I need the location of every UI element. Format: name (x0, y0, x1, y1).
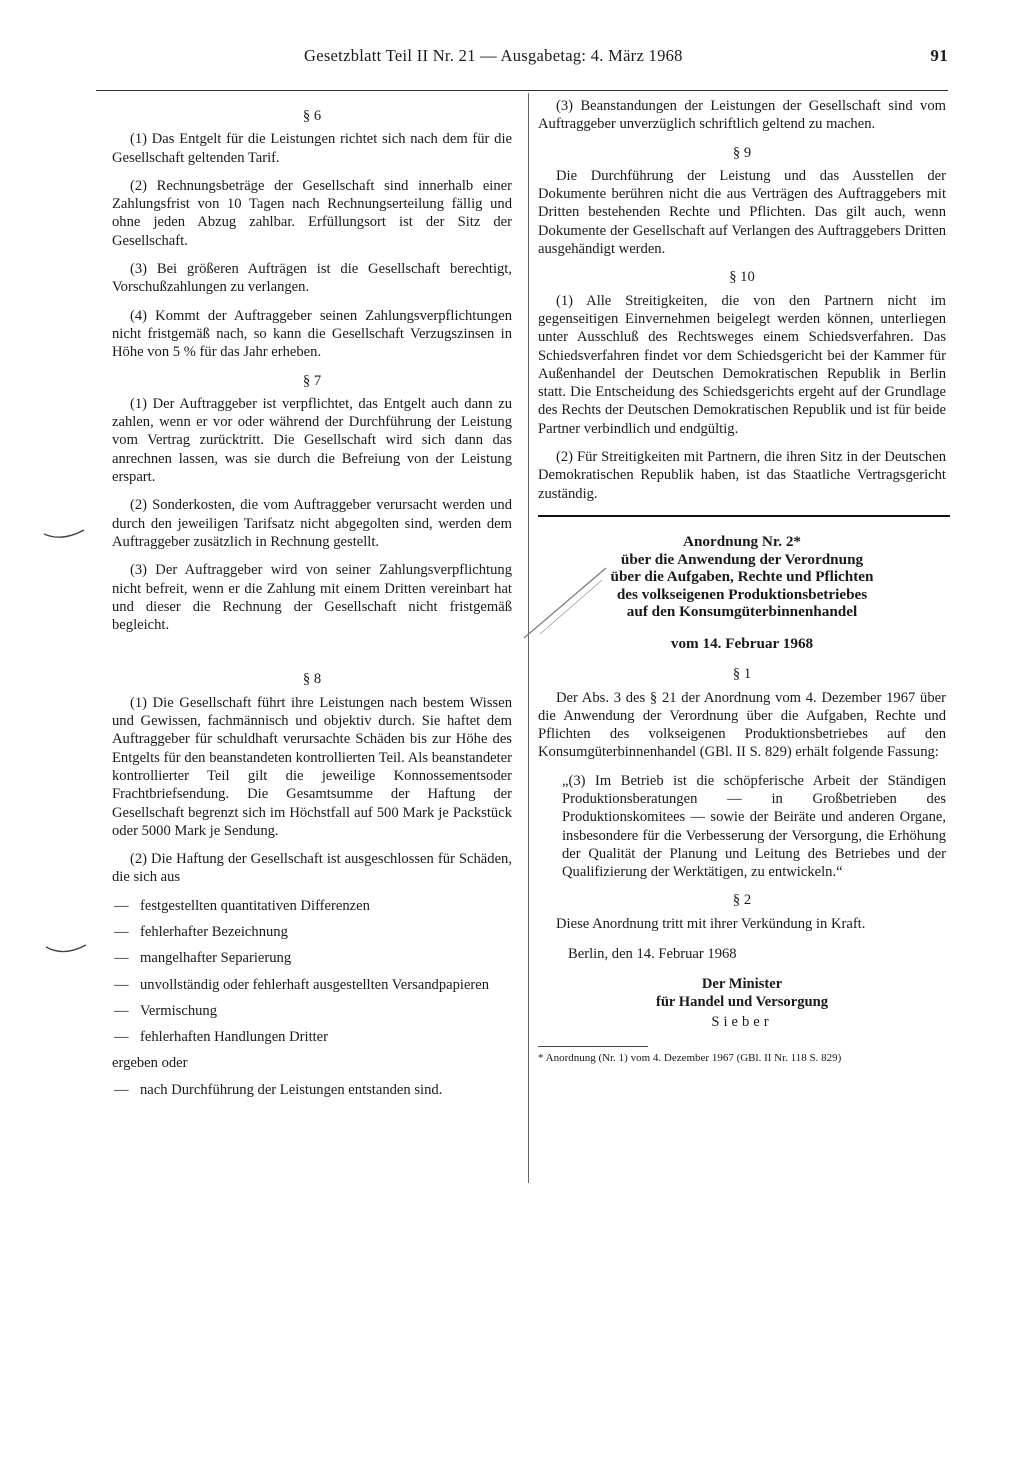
list-item: — fehlerhaften Handlungen Dritter (114, 1029, 329, 1046)
s6-paragraph-1: (1) Das Entgelt für die Leistungen richtet sich nach dem für die Gesellschaft geltenden Tarif. (112, 131, 512, 166)
left-column (112, 107, 512, 1107)
signature-name: Sieber (711, 1014, 773, 1031)
s9-paragraph-1: Die Durchführung der Leistung und das Ausstellen der Dokumente berühren nicht die aus Verträgen des Auftraggebers mit Dritten bestehenden Rechte und Pflichten. Das gilt auch, wenn Dokumente der Gesellschaft auf Verlangen des Auftraggebers Dritten ausgehändigt werden. (538, 167, 946, 258)
footnote-rule (538, 1046, 648, 1047)
s7-paragraph-2: (2) Sonderkosten, die vom Auftraggeber verursacht werden und durch den jeweiligen Tarifsatz nicht abgegolten sind, werden dem Auftraggeber zusätzlich in Rechnung gestellt. (112, 497, 512, 550)
page-number: 91 (930, 46, 948, 65)
s2-paragraph-1: Diese Anordnung tritt mit ihrer Verkündung in Kraft. (556, 915, 866, 932)
section-separator-rule (538, 515, 950, 517)
s8-paragraph-1: (1) Die Gesellschaft führt ihre Leistungen nach bestem Wissen und Gewissen, fachmännisch und objektiv durch. Sie haftet dem Auftraggeber für schuldhaft verursachte Schäden bis zur Höhe des Entgelts für den beanstandeten kontrollierten Teil. Als beanstandeter kontrollierter Teil gilt die jeweilige Konnossementsoder Frachtbriefsendung. Die Gesamtsumme der Haftung der Gesellschaft begrenzt sich im Höchstfall auf 500 Mark je Packstück oder 5000 Mark je Sendung. (112, 694, 512, 839)
section-heading-9: § 9 (732, 144, 752, 161)
s6-paragraph-4: (4) Kommt der Auftraggeber seinen Zahlungsverpflichtungen nicht fristgemäß nach, so kann die Gesellschaft Verzugszinsen in Höhe von 5 % für das Jahr erheben. (112, 307, 512, 361)
list-item: — unvollständig oder fehlerhaft ausgestellten Versandpapieren (114, 976, 490, 993)
s7-paragraph-1: (1) Der Auftraggeber ist verpflichtet, das Entgelt auch dann zu zahlen, wenn er vor oder während der Durchführung der Leistung vom Vertrag zurücktritt. Die Gesellschaft wird sich dann das anrechnen lassen, was sie durch die Befreiung von der Leistung erspart. (112, 395, 512, 486)
s7-paragraph-3: (3) Der Auftraggeber wird von seiner Zahlungsverpflichtung nicht befreit, wenn er die Zahlung mit einem Dritten vereinbart hat und dieser die Rechnung der Gesellschaft nicht fristgemäß begleicht. (112, 562, 512, 634)
section-heading-8: § 8 (302, 671, 322, 688)
place-and-date: Berlin, den 14. Februar 1968 (568, 946, 737, 963)
s8-paragraph-2: (2) Die Haftung der Gesellschaft ist ausgeschlossen für Schäden, die sich aus (112, 851, 512, 886)
section-heading-1: § 1 (732, 666, 752, 683)
s10-paragraph-2: (2) Für Streitigkeiten mit Partnern, die ihren Sitz in der Deutschen Demokratischen Republik haben, ist das Staatliche Vertragsgericht zuständig. (538, 449, 946, 502)
s6-paragraph-3: (3) Bei größeren Aufträgen ist die Gesellschaft berechtigt, Vorschußzahlungen zu verlangen. (112, 261, 512, 296)
margin-pen-mark (42, 935, 92, 965)
section-heading-7: § 7 (302, 372, 322, 389)
list-item: — mangelhafter Separierung (114, 950, 292, 967)
s10-paragraph-1: (1) Alle Streitigkeiten, die von den Partnern nicht im gegenseitigen Einvernehmen beigelegt werden können, unterliegen unter Ausschluß des Rechtsweges einem Schiedsverfahren. Das Schiedsverfahren findet vor dem Schiedsgericht bei der Kammer für Außenhandel der Deutschen Demokratischen Republik in Berlin statt. Die Entscheidung des Schiedsgerichts ergeht auf der Grundlage des Rechts der Deutschen Demokratischen Republik und ist für beide Partner verbindlich und endgültig. (538, 292, 946, 437)
anordnung-date: vom 14. Februar 1968 (670, 634, 814, 652)
footnote: * Anordnung (Nr. 1) vom 4. Dezember 1967 (GBl. II Nr. 118 S. 829) (538, 1051, 842, 1064)
minister-title: Der Minister für Handel und Versorgung (655, 976, 829, 1011)
s1-paragraph-1: Der Abs. 3 des § 21 der Anordnung vom 4. Dezember 1967 über die Anwendung der Verordnung über die Aufgaben, Rechte und Pflichten des volkseigenen Produktionsbetriebes auf den Konsumgüterbinnenhandel (GBl. II S. 829) erhält folgende Fassung: (538, 689, 946, 761)
list-item: — festgestellten quantitativen Differenzen (114, 897, 370, 914)
list-item: — fehlerhafter Bezeichnung (114, 923, 288, 940)
list-item: — Vermischung (114, 1002, 218, 1019)
section-heading-6: § 6 (302, 108, 322, 124)
running-header (96, 46, 948, 72)
list-connector: ergeben oder (112, 1055, 188, 1072)
exclusion-list (112, 897, 512, 1047)
pencil-slash-mark (510, 560, 620, 650)
header-title: Gesetzblatt Teil II Nr. 21 — Ausgabetag: 4. März 1968 (304, 46, 683, 65)
header-rule (96, 90, 948, 91)
section-heading-10: § 10 (729, 269, 755, 286)
exclusion-list-final (112, 1081, 512, 1099)
anordnung-title: Anordnung Nr. 2* über die Anwendung der Verordnung über die Aufgaben, Rechte und Pflichten des volkseigenen Produktionsbetriebes auf den Konsumgüterbinnenhandel (610, 532, 874, 621)
s8-paragraph-3: (3) Beanstandungen der Leistungen der Gesellschaft sind vom Auftraggeber unverzüglich schriftlich geltend zu machen. (538, 98, 946, 133)
section-heading-2: § 2 (732, 892, 752, 909)
margin-pen-mark (40, 520, 90, 550)
s1-quoted-text: „(3) Im Betrieb ist die schöpferische Arbeit der Ständigen Produktionsberatungen — in Großbetrieben des Produktionskomitees — sowie der Beiräte und anderen Organe, insbesondere für die Verbesserung der Versorgung, die Erhöhung der Qualität der Planung und Leitung des Betriebes und der Qualifizierung der Werktätigen, zu entwickeln.“ (562, 772, 946, 881)
s6-paragraph-2: (2) Rechnungsbeträge der Gesellschaft sind innerhalb einer Zahlungsfrist von 10 Tagen nach Rechnungserteilung fällig und ohne jeden Abzug zahlbar. Erfüllungsort ist der Sitz der Gesellschaft. (112, 177, 512, 249)
list-item: — nach Durchführung der Leistungen entstanden sind. (114, 1081, 443, 1098)
